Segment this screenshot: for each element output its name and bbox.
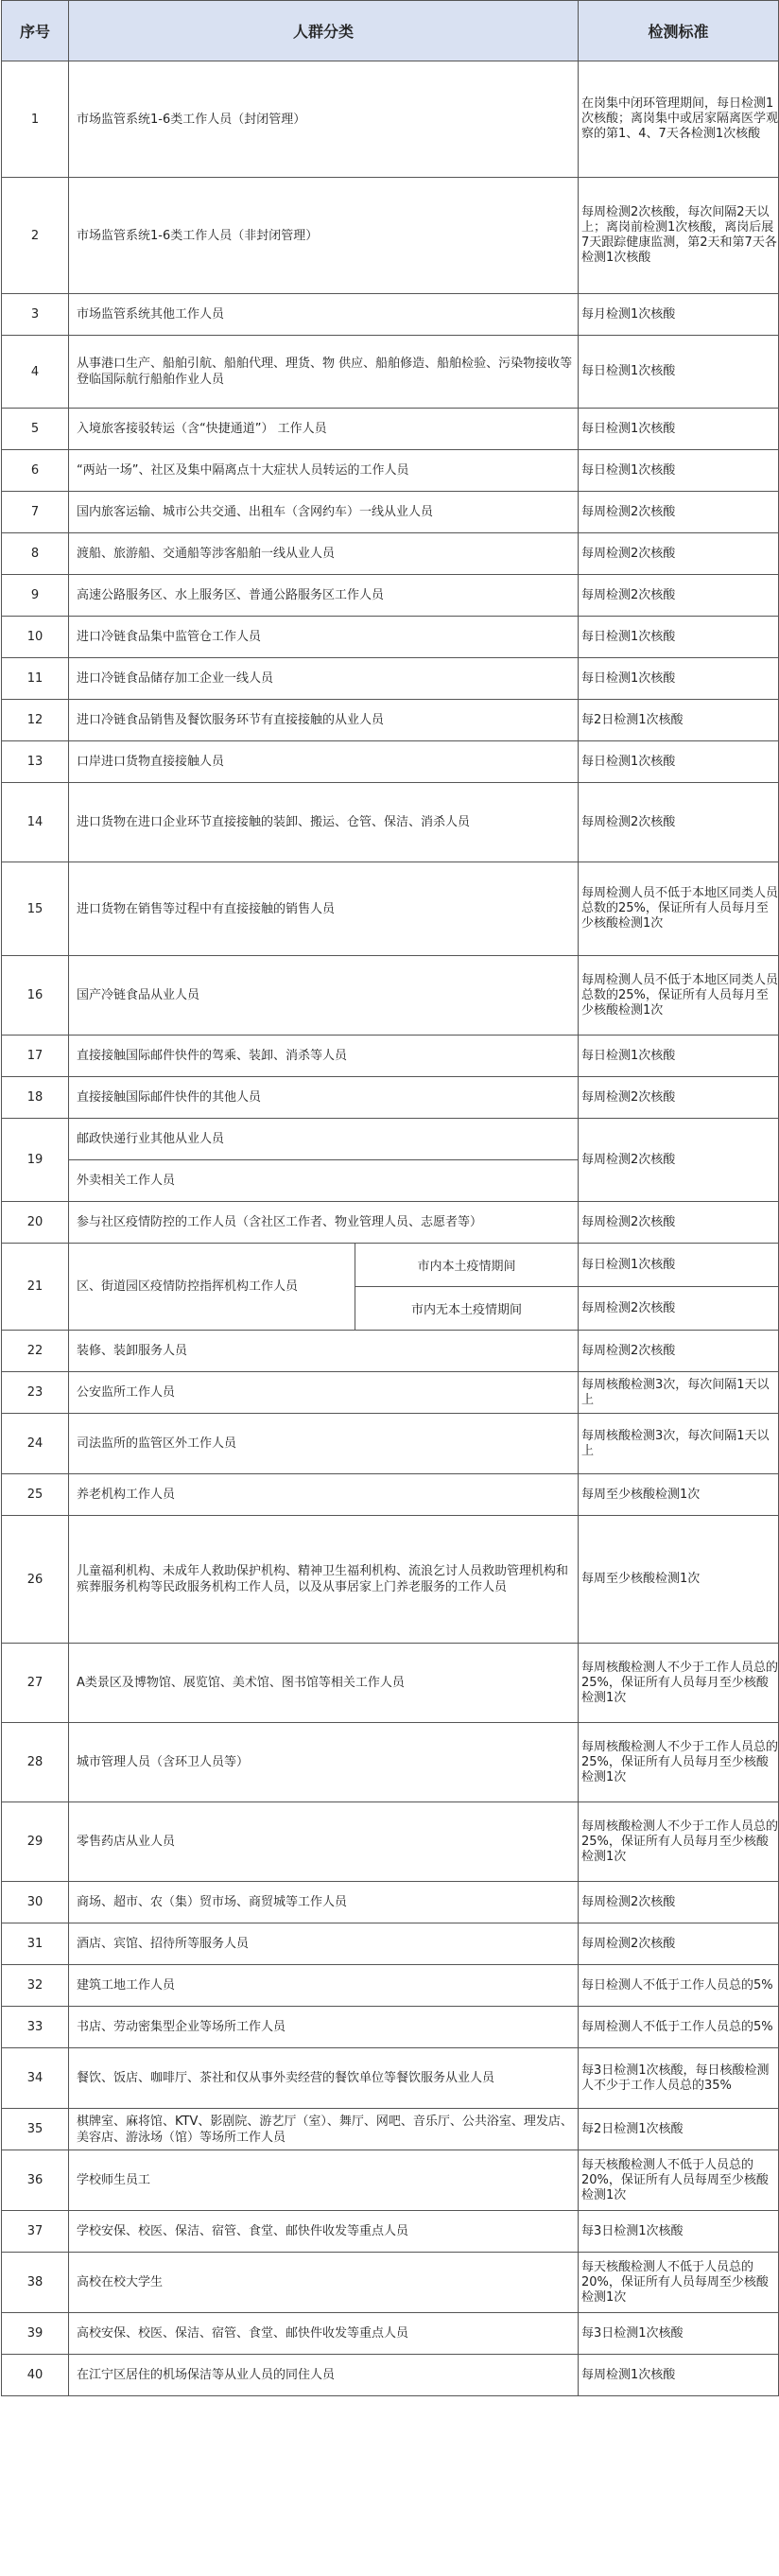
row-standard: 每日检测1次核酸 (579, 658, 779, 700)
row-sub-category: 市内无本土疫情期间 (355, 1287, 579, 1331)
row-standard: 每2日检测1次核酸 (579, 2109, 779, 2150)
row-category: 渡船、旅游船、交通船等涉客船舶一线从业人员 (69, 533, 579, 575)
row-category: 区、街道园区疫情防控指挥机构工作人员 (69, 1244, 355, 1331)
table-row (2, 409, 779, 450)
row-number: 17 (2, 1036, 69, 1077)
row-number: 5 (2, 409, 69, 450)
row-number: 26 (2, 1516, 69, 1644)
testing-standards-table (1, 0, 779, 2396)
row-category: 建筑工地工作人员 (69, 1965, 579, 2007)
table-row (2, 450, 779, 492)
row-number: 23 (2, 1372, 69, 1414)
row-category: 直接接触国际邮件快件的驾乘、装卸、消杀等人员 (69, 1036, 579, 1077)
row-number: 2 (2, 178, 69, 294)
row-category: 书店、劳动密集型企业等场所工作人员 (69, 2007, 579, 2048)
row-category: 口岸进口货物直接接触人员 (69, 741, 579, 783)
table-row (2, 575, 779, 617)
table-row (2, 533, 779, 575)
row-standard: 每3日检测1次核酸 (579, 2313, 779, 2355)
row-standard: 每周检测2次核酸 (579, 1331, 779, 1372)
row-category: “两站一场”、社区及集中隔离点十大症状人员转运的工作人员 (69, 450, 579, 492)
table-row (2, 1965, 779, 2007)
row-category: 学校师生员工 (69, 2150, 579, 2211)
row-standard: 每周检测2次核酸 (579, 783, 779, 862)
table-row (2, 2150, 779, 2211)
row-category: 进口货物在进口企业环节直接接触的装卸、搬运、仓管、保洁、消杀人员 (69, 783, 579, 862)
row-number: 21 (2, 1244, 69, 1331)
row-standard: 每周核酸检测人不少于工作人员总的25%，保证所有人员每月至少核酸检测1次 (579, 1644, 779, 1723)
table-row (2, 1644, 779, 1723)
table-row (2, 492, 779, 533)
table-row (2, 741, 779, 783)
row-number: 12 (2, 700, 69, 741)
table-row (2, 956, 779, 1036)
row-number: 25 (2, 1474, 69, 1516)
row-standard: 每日检测1次核酸 (579, 1036, 779, 1077)
row-standard: 每周核酸检测人不少于工作人员总的25%，保证所有人员每月至少核酸检测1次 (579, 1802, 779, 1882)
table-row (2, 1119, 779, 1160)
row-standard: 每天核酸检测人不低于人员总的20%，保证所有人员每周至少核酸检测1次 (579, 2150, 779, 2211)
row-category: 高校安保、校医、保洁、宿管、食堂、邮快件收发等重点人员 (69, 2313, 579, 2355)
table-row (2, 783, 779, 862)
row-number: 24 (2, 1414, 69, 1474)
row-category: 酒店、宾馆、招待所等服务人员 (69, 1923, 579, 1965)
header-category: 人群分类 (69, 1, 579, 61)
row-number: 11 (2, 658, 69, 700)
row-standard: 每周检测2次核酸 (579, 1287, 779, 1331)
table-row (2, 862, 779, 956)
row-number: 40 (2, 2355, 69, 2396)
table-row (2, 1923, 779, 1965)
table-row (2, 1882, 779, 1923)
row-standard: 每周检测人不低于工作人员总的5% (579, 2007, 779, 2048)
row-category: 零售药店从业人员 (69, 1802, 579, 1882)
row-category: 餐饮、饭店、咖啡厅、茶社和仅从事外卖经营的餐饮单位等餐饮服务从业人员 (69, 2048, 579, 2109)
row-category: 高速公路服务区、水上服务区、普通公路服务区工作人员 (69, 575, 579, 617)
row-number: 18 (2, 1077, 69, 1119)
row-standard: 每周检测2次核酸 (579, 1882, 779, 1923)
row-category: 外卖相关工作人员 (69, 1160, 579, 1202)
table-row (2, 1244, 779, 1287)
row-standard: 每周至少核酸检测1次 (579, 1474, 779, 1516)
table-row (2, 1723, 779, 1802)
row-standard: 每日检测人不低于工作人员总的5% (579, 1965, 779, 2007)
table-row (2, 2211, 779, 2253)
row-category: 国内旅客运输、城市公共交通、出租车（含网约车）一线从业人员 (69, 492, 579, 533)
row-category: 参与社区疫情防控的工作人员（含社区工作者、物业管理人员、志愿者等） (69, 1202, 579, 1244)
row-number: 34 (2, 2048, 69, 2109)
table-row (2, 2109, 779, 2150)
row-number: 31 (2, 1923, 69, 1965)
table-row (2, 658, 779, 700)
row-category: 高校在校大学生 (69, 2253, 579, 2313)
row-category: 学校安保、校医、保洁、宿管、食堂、邮快件收发等重点人员 (69, 2211, 579, 2253)
row-standard: 每天核酸检测人不低于人员总的20%，保证所有人员每周至少核酸检测1次 (579, 2253, 779, 2313)
row-standard: 每日检测1次核酸 (579, 409, 779, 450)
row-category: 国产冷链食品从业人员 (69, 956, 579, 1036)
row-standard: 每周检测2次核酸 (579, 1077, 779, 1119)
row-standard: 每周核酸检测3次，每次间隔1天以上 (579, 1372, 779, 1414)
table-row (2, 1372, 779, 1414)
row-category: 商场、超市、农（集）贸市场、商贸城等工作人员 (69, 1882, 579, 1923)
row-category: 在江宁区居住的机场保洁等从业人员的同住人员 (69, 2355, 579, 2396)
row-standard: 每日检测1次核酸 (579, 1244, 779, 1287)
row-number: 19 (2, 1119, 69, 1202)
table-row (2, 2007, 779, 2048)
table-row (2, 336, 779, 409)
table-row (2, 2313, 779, 2355)
row-standard: 每周检测人员不低于本地区同类人员总数的25%，保证所有人员每月至少核酸检测1次 (579, 862, 779, 956)
row-number: 16 (2, 956, 69, 1036)
row-standard: 每周核酸检测3次，每次间隔1天以上 (579, 1414, 779, 1474)
row-category: 进口冷链食品储存加工企业一线人员 (69, 658, 579, 700)
row-number: 8 (2, 533, 69, 575)
row-standard: 每月检测1次核酸 (579, 294, 779, 336)
row-category: 进口冷链食品销售及餐饮服务环节有直接接触的从业人员 (69, 700, 579, 741)
row-number: 9 (2, 575, 69, 617)
row-standard: 每周检测1次核酸 (579, 2355, 779, 2396)
row-standard: 每周检测人员不低于本地区同类人员总数的25%，保证所有人员每月至少核酸检测1次 (579, 956, 779, 1036)
table-row (2, 2355, 779, 2396)
row-category: 进口冷链食品集中监管仓工作人员 (69, 617, 579, 658)
table-row (2, 1474, 779, 1516)
row-number: 38 (2, 2253, 69, 2313)
row-number: 15 (2, 862, 69, 956)
row-category: 城市管理人员（含环卫人员等） (69, 1723, 579, 1802)
row-category: 入境旅客接驳转运（含“快捷通道”） 工作人员 (69, 409, 579, 450)
table-row (2, 1077, 779, 1119)
row-number: 4 (2, 336, 69, 409)
row-category: 装修、装卸服务人员 (69, 1331, 579, 1372)
table-body (2, 61, 779, 2396)
row-number: 13 (2, 741, 69, 783)
table-row (2, 294, 779, 336)
table-row (2, 1331, 779, 1372)
row-number: 33 (2, 2007, 69, 2048)
row-category: 从事港口生产、船舶引航、船舶代理、理货、物 供应、船舶修造、船舶检验、污染物接收等登临国际航行船舶作业人员 (69, 336, 579, 409)
row-number: 39 (2, 2313, 69, 2355)
table-row (2, 1202, 779, 1244)
row-standard: 每周检测2次核酸 (579, 533, 779, 575)
row-standard: 每日检测1次核酸 (579, 450, 779, 492)
row-number: 7 (2, 492, 69, 533)
row-standard: 每周至少核酸检测1次 (579, 1516, 779, 1644)
row-category: 儿童福利机构、未成年人救助保护机构、精神卫生福利机构、流浪乞讨人员救助管理机构和殡葬服务机构等民政服务机构工作人员，以及从事居家上门养老服务的工作人员 (69, 1516, 579, 1644)
row-standard: 每日检测1次核酸 (579, 617, 779, 658)
row-number: 3 (2, 294, 69, 336)
row-standard: 每周检测2次核酸 (579, 492, 779, 533)
row-category: 公安监所工作人员 (69, 1372, 579, 1414)
row-category: 市场监管系统1-6类工作人员（非封闭管理） (69, 178, 579, 294)
row-standard: 每周检测2次核酸 (579, 1119, 779, 1202)
row-standard: 每2日检测1次核酸 (579, 700, 779, 741)
row-standard: 每周检测2次核酸 (579, 1923, 779, 1965)
table-row (2, 61, 779, 178)
row-number: 32 (2, 1965, 69, 2007)
table-row (2, 1802, 779, 1882)
row-category: 市场监管系统其他工作人员 (69, 294, 579, 336)
row-sub-category: 市内本土疫情期间 (355, 1244, 579, 1287)
row-number: 10 (2, 617, 69, 658)
row-standard: 每周核酸检测人不少于工作人员总的25%，保证所有人员每月至少核酸检测1次 (579, 1723, 779, 1802)
row-number: 1 (2, 61, 69, 178)
row-category: A类景区及博物馆、展览馆、美术馆、图书馆等相关工作人员 (69, 1644, 579, 1723)
row-number: 14 (2, 783, 69, 862)
row-standard: 每3日检测1次核酸 (579, 2211, 779, 2253)
row-category: 养老机构工作人员 (69, 1474, 579, 1516)
row-number: 36 (2, 2150, 69, 2211)
row-number: 30 (2, 1882, 69, 1923)
table-row (2, 700, 779, 741)
table-row (2, 1036, 779, 1077)
row-number: 27 (2, 1644, 69, 1723)
row-number: 6 (2, 450, 69, 492)
row-standard: 每日检测1次核酸 (579, 741, 779, 783)
row-category: 进口货物在销售等过程中有直接接触的销售人员 (69, 862, 579, 956)
table-row (2, 1516, 779, 1644)
row-category: 市场监管系统1-6类工作人员（封闭管理） (69, 61, 579, 178)
row-number: 28 (2, 1723, 69, 1802)
row-number: 29 (2, 1802, 69, 1882)
row-standard: 每日检测1次核酸 (579, 336, 779, 409)
table-header-row (2, 1, 779, 61)
row-number: 20 (2, 1202, 69, 1244)
row-number: 35 (2, 2109, 69, 2150)
table-row (2, 1414, 779, 1474)
row-category: 直接接触国际邮件快件的其他人员 (69, 1077, 579, 1119)
table-row (2, 2048, 779, 2109)
row-standard: 每周检测2次核酸 (579, 1202, 779, 1244)
table-row (2, 2253, 779, 2313)
table-row (2, 178, 779, 294)
row-standard: 每周检测2次核酸，每次间隔2天以上；离岗前检测1次核酸，离岗后展7天跟踪健康监测，第2天和第7天各检测1次核酸 (579, 178, 779, 294)
row-number: 22 (2, 1331, 69, 1372)
row-standard: 每3日检测1次核酸，每日核酸检测人不少于工作人员总的35% (579, 2048, 779, 2109)
row-standard: 每周检测2次核酸 (579, 575, 779, 617)
row-category: 司法监所的监管区外工作人员 (69, 1414, 579, 1474)
row-category: 邮政快递行业其他从业人员 (69, 1119, 579, 1160)
header-standard: 检测标准 (579, 1, 779, 61)
table-row (2, 617, 779, 658)
header-no: 序号 (2, 1, 69, 61)
row-category: 棋牌室、麻将馆、KTV、影剧院、游艺厅（室）、舞厅、网吧、音乐厅、公共浴室、理发店、美容店、游泳场（馆）等场所工作人员 (69, 2109, 579, 2150)
row-standard: 在岗集中闭环管理期间，每日检测1次核酸；离岗集中或居家隔离医学观察的第1、4、7天各检测1次核酸 (579, 61, 779, 178)
row-number: 37 (2, 2211, 69, 2253)
